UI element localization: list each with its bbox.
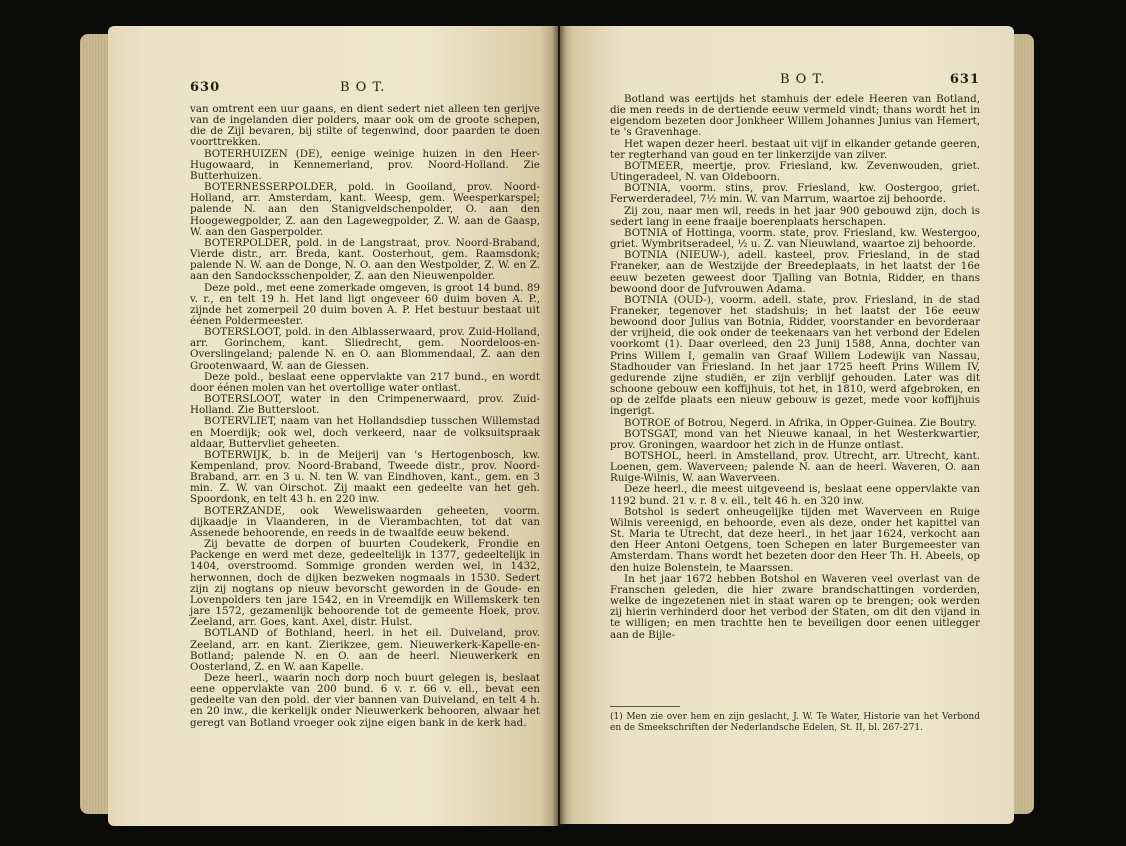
paragraph: Zij bevatte de dorpen of buurten Coudekerk, Frondie en Packenge en werd met deze, gedeeltelijk in 1377, gedeeltelijk in 1404, overstroomd. Sommige gronden werden wel, in 1432, herwonnen, doch de dijken bezweken nogmaals in 1530. Sedert zijn zij nogtans op nieuw bevorscht geworden in de Goude- en Lovenpolders ten jare 1542, en in Vreemdijk en Willemskerk ten jare 1572, gezamenlijk behoorende tot de gemeente Hoek, prov. Zeeland, arr. Goes, kant. Axel, distr. Hulst. — [190, 538, 540, 629]
right-running-head: B O T. — [780, 72, 826, 87]
paragraph: BOTNIA, voorm. stins, prov. Friesland, kw. Oostergoo, griet. Ferwerderadeel, 7½ min. W. van Marrum, waartoe zij behoorde. — [610, 182, 980, 206]
left-running-head: B O T. — [340, 80, 386, 95]
footnote-rule — [610, 706, 680, 707]
paragraph: BOTNIA (NIEUW-), adell. kasteel, prov. Friesland, in de stad Franeker, aan de Westzijde der Breedeplaats, in het laatst der 16e eeuw bezeten geweest door Tjalling van Botnia, Ridder, en thans bewoond door de Jufvrouwen Adama. — [610, 249, 980, 295]
paragraph: Het wapen dezer heerl. bestaat uit vijf in elkander getande geeren, ter regterhand van goud en ter linkerzijde van zilver. — [610, 137, 980, 161]
paragraph: BOTERWIJK, b. in de Meijerij van 's Hertogenbosch, kw. Kempenland, prov. Noord-Braband, Tweede distr., prov. Noord-Braband, arr. en 3 u. N. ten W. van Eindhoven, kant., gem. en 3 min. Z. W. van Oirschot. Zij maakt een gedeelte van het geh. Spoordonk, en telt 43 h. en 220 inw. — [190, 448, 540, 506]
paragraph: BOTERHUIZEN (DE), eenige weinige huizen in den Heer-Hugowaard, in Kennemerland, prov. Noord-Holland. Zie Butterhuizen. — [190, 147, 540, 182]
paragraph: In het jaar 1672 hebben Botshol en Waveren veel overlast van de Franschen geleden, die hier zware brandschattingen vorderden, welke de ingezetenen niet in staat waren op te brengen; ook werden zij hierin verhinderd door het verbod der Staten, om dit den vijand in te willigen; en men trachtte hen te beveiligen door eenen uitlegger aan de Bijle- — [610, 572, 980, 641]
paragraph: Deze heerl., waarin noch dorp noch buurt gelegen is, beslaat eene oppervlakte van 200 bund. 6 v. r. 66 v. ell., bevat een gedeelte van den pold. der vier bannen van Duiveland, en telt 4 h. en 20 inw., die kerkelijk onder Nieuwerkerk behooren, alwaar het geregt van Botland vroeger ook zijne eigen bank in de kerk had. — [190, 671, 540, 729]
left-page-number: 630 — [190, 80, 221, 95]
left-page-header — [190, 80, 540, 95]
left-page — [108, 26, 558, 826]
paragraph: BOTERVLIET, naam van het Hollandsdiep tusschen Willemstad en Moerdijk; ook wel, doch verkeerd, naar de volksuitspraak aldaar, Buttervliet geheeten. — [190, 415, 540, 450]
paragraph: BOTSHOL, heerl. in Amstelland, prov. Utrecht, arr. Utrecht, kant. Loenen, gem. Waverveen; palende N. aan de heerl. Waveren, O. aan Ruige-Wilnis, W. aan Waverveen. — [610, 450, 980, 485]
paragraph: Botshol is sedert onheugelijke tijden met Waverveen en Ruige Wilnis vereenigd, en behoorde, even als deze, onder het kapittel van St. Maria te Utrecht, dat deze heerl., in het jaar 1624, verkocht aan den Heer Antoni Oetgens, toen Schepen en later Burgemeester van Amsterdam. Thans wordt het bezeten door den Heer Th. H. Abeels, op den huize Bolenstein, te Maarssen. — [610, 505, 980, 574]
paragraph: BOTSGAT, mond van het Nieuwe kanaal, in het Westerkwartier, prov. Groningen, waardoor het zich in de Hunze ontlast. — [610, 427, 980, 451]
right-page-number: 631 — [949, 72, 980, 87]
left-page-edges — [80, 34, 110, 814]
paragraph: Deze pold., beslaat eene oppervlakte van 217 bund., en wordt door éénen molen van het overtollige water ontlast. — [190, 370, 540, 394]
paragraph: BOTERZANDE, ook Weweliswaarden geheeten, voorm. dijkaadje in Vlaanderen, in de Vierambachten, tot dat van Assenede behoorende, en reeds in de twaalfde eeuw bekend. — [190, 504, 540, 539]
paragraph: BOTERSLOOT, pold. in den Alblasserwaard, prov. Zuid-Holland, arr. Gorinchem, kant. Sliedrecht, gem. Noordeloos-en-Overslingeland; palende N. en O. aan Blommendaal, Z. aan den Grootenwaard, W. aan de Giessen. — [190, 326, 540, 372]
right-page-text — [610, 94, 980, 641]
paragraph: van omtrent een uur gaans, en dient sedert niet alleen ten gerijve van de ingelanden dier polders, maar ook om de groote schepen, die de Zijl bevaren, bij stilte of tegenwind, door paarden te doen voorttrekken. — [190, 103, 540, 149]
left-page-text — [190, 104, 540, 729]
paragraph: Zij zou, naar men wil, reeds in het jaar 900 gebouwd zijn, doch is sedert lang in eene fraaije boerenplaats herschapen. — [610, 204, 980, 228]
paragraph: BOTLAND of Bothland, heerl. in het eil. Duiveland, prov. Zeeland, arr. en kant. Zierikzee, gem. Nieuwerkerk-Kapelle-en-Botland; palende N. en O. aan de heerl. Nieuwerkerk en Oosterland, Z. en W. aan Kapelle. — [190, 627, 540, 673]
book-gutter-shadow — [552, 26, 566, 826]
paragraph: BOTMEER, meertje, prov. Friesland, kw. Zevenwouden, griet. Utingeradeel, N. van Oldeboorn. — [610, 159, 980, 184]
footnote: (1) Men zie over hem en zijn geslacht, J. W. Te Water, Historie van het Verbond en de Smeekschriften der Nederlandsche Edelen, St. II, bl. 267-271. — [610, 712, 980, 733]
paragraph: BOTNIA of Hottinga, voorm. state, prov. Friesland, kw. Westergoo, griet. Wymbritseradeel, ½ u. Z. van Nieuwland, waartoe zij behoorde. — [610, 226, 980, 251]
paragraph: BOTERSLOOT, water in den Crimpenerwaard, prov. Zuid-Holland. Zie Buttersloot. — [190, 393, 540, 417]
paragraph: BOTROE of Botrou, Negerd. in Afrika, in Opper-Guinea. Zie Boutry. — [624, 416, 977, 429]
paragraph: Deze pold., met eene zomerkade omgeven, is groot 14 bund. 89 v. r., en telt 19 h. Het land ligt ongeveer 60 duim boven A. P., zijnde het zomerpeil 20 duim boven A. P. Het bestuur bestaat uit éénen Poldermeester. — [190, 281, 540, 327]
paragraph: BOTERPOLDER, pold. in de Langstraat, prov. Noord-Braband, Vierde distr., arr. Breda, kant. Oosterhout, gem. Raamsdonk; palende N. W. aan de Donge, N. O. aan den Westpolder, Z. W. en Z. aan den Sandocksschenpolder, Z. aan den Nieuwenpolder. — [190, 236, 540, 283]
paragraph: Botland was eertijds het stamhuis der edele Heeren van Botland, die men reeds in de dertiende eeuw vermeld vindt; thans wordt het in eigendom bezeten door Jonkheer Willem Johannes Junius van Hemert, te 's Gravenhage. — [610, 93, 980, 139]
paragraph: Deze heerl., die meest uitgeveend is, beslaat eene oppervlakte van 1192 bund. 21 v. r. 8 v. ell., telt 46 h. en 320 inw. — [610, 483, 980, 507]
paragraph: BOTNIA (OUD-), voorm. adell. state, prov. Friesland, in de stad Franeker, tegenover het stadshuis; in het laatst der 16e eeuw bewoond door Julius van Botnia, Ridder, voorstander en bevorderaar der vrijheid, die ook onder de teekenaars van het verbond der Edelen voorkomt (1). Daar overleed, den 23 Junij 1588, Anna, dochter van Prins Willem I, gemalin van Graaf Willem Lodewijk van Nassau, Stadhouder van Friesland. In het jaar 1725 heeft Prins Willem IV, gedurende zijne studiën, er zijn verblijf gehouden. Later was dit schoone gebouw een koffijhuis, tot het, in 1810, werd afgebroken, en op de zelfde plaats een nieuw gebouw is gezet, mede voor koffijhuis ingerigt. — [610, 293, 980, 418]
right-page — [560, 26, 1014, 824]
paragraph: BOTERNESSERPOLDER, pold. in Gooiland, prov. Noord-Holland, arr. Amsterdam, kant. Weesp, gem. Weesperkarspel; palende N. aan den Stanigveldschenpolder, O. aan den Hoogewegpolder, Z. aan den Lagewegpolder, Z. W. aan de Gaasp, W. aan den Gasperpolder. — [190, 181, 540, 238]
right-page-edges — [1012, 34, 1034, 814]
